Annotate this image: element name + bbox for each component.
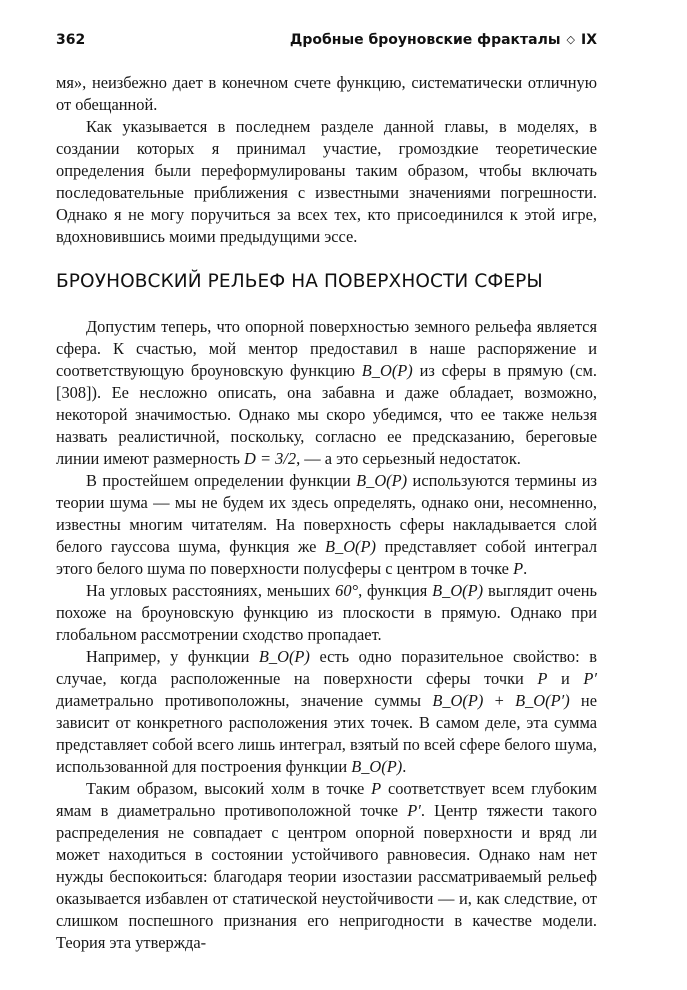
text-run: представляет собой интеграл этого белого шума по поверхности полусферы с центром в точке bbox=[56, 537, 597, 578]
text-run: соответствует всем глубоким ямам в диаметрально противоположной точке bbox=[56, 779, 597, 820]
paragraph: Как указывается в последнем разделе данной главы, в моделях, в создании которых я принимал участие, громоздкие теоретические определения были переформулированы таким образом, чтобы включать последовательные приближения с известными значениями погрешности. Однако я не могу поручиться за всех тех, кто присоединился к этой игре, вдохновившись моими предыдущими эссе. bbox=[56, 117, 597, 246]
chapter-heading bbox=[290, 32, 597, 48]
math-bo-p: B_O(P) bbox=[432, 691, 484, 710]
math-dimension: D = 3/2 bbox=[244, 449, 297, 468]
text-run: из сферы в прямую (см. [308]). Ее несложно описать, она забавна и даже обладает, возможно, некоторой значимостью. Однако мы скоро убедимся, что ее также нельзя назвать реалистичной, поскольку, согласно ее предсказанию, береговые линии имеют размерность bbox=[56, 361, 598, 468]
running-header bbox=[56, 32, 597, 48]
text-run: Таким образом, высокий холм в точке bbox=[86, 779, 372, 798]
text-run: диаметрально противоположны, значение суммы bbox=[56, 691, 433, 710]
text-run: . bbox=[402, 757, 407, 776]
math-point-p-prime: P′ bbox=[583, 669, 597, 688]
text-run: и bbox=[547, 669, 584, 688]
paragraph bbox=[56, 778, 597, 954]
paragraph bbox=[56, 646, 597, 778]
section-title: БРОУНОВСКИЙ РЕЛЬЕФ НА ПОВЕРХНОСТИ СФЕРЫ bbox=[56, 271, 543, 292]
page-body bbox=[56, 72, 597, 954]
math-bo-p-prime: B_O(P′) bbox=[515, 691, 570, 710]
paragraph bbox=[56, 580, 597, 646]
text-run: выглядит очень похоже на броуновскую функцию из плоскости в прямую. Однако при глобальном рассмотрении сходство пропадает. bbox=[56, 581, 597, 644]
text-run: В простейшем определении функции bbox=[86, 471, 357, 490]
page-number: 362 bbox=[56, 32, 86, 48]
paragraph bbox=[56, 470, 597, 580]
math-angle: 60° bbox=[335, 581, 359, 600]
math-bo-p: B_O(P) bbox=[325, 537, 376, 556]
chapter-number: IX bbox=[580, 32, 597, 48]
chapter-title: Дробные броуновские фракталы bbox=[289, 32, 561, 48]
math-point-p: P bbox=[371, 779, 382, 798]
text-run: На угловых расстояниях, меньших bbox=[86, 581, 336, 600]
text-run: Допустим теперь, что опорной поверхностью земного рельефа является сфера. К счастью, мой ментор предоставил в наше распоряжение и соответствующую броуновскую функцию bbox=[56, 317, 597, 380]
math-point-p: P bbox=[513, 559, 524, 578]
text-run: . Центр тяжести такого распределения не совпадает с центром опорной поверхности и вряд ли может находиться в состоянии устойчивого равновесия. Однако нам нет нужды беспокоиться: благодаря теории изостазии рассматриваемый рельеф оказывается избавлен от статической неустойчивости — и, как следствие, от слишком поспешного признания его непригодности в качестве модели. Теория эта утвержда- bbox=[56, 801, 597, 952]
text-run: не зависит от конкретного расположения этих точек. В самом деле, эта сумма представляет собой всего лишь интеграл, взятый по всей сфере белого шума, использованной для построения функции bbox=[56, 691, 597, 776]
math-bo-p: B_O(P) bbox=[361, 361, 413, 380]
diamond-icon: ◇ bbox=[566, 33, 575, 46]
text-run: используются термины из теории шума — мы не будем их здесь определять, однако они, несомненно, известны многим читателям. На поверхность сферы накладывается слой белого гауссова шума, функция же bbox=[56, 471, 597, 556]
paragraph: мя», неизбежно дает в конечном счете функцию, систематически отличную от обещанной. bbox=[56, 73, 597, 114]
math-point-p: P bbox=[537, 669, 548, 688]
text-run: Например, у функции bbox=[86, 647, 259, 666]
math-point-p-prime: P′ bbox=[407, 801, 421, 820]
text-run: , функция bbox=[358, 581, 433, 600]
text-run: есть одно поразительное свойство: в случае, когда расположенные на поверхности сферы точки bbox=[56, 647, 597, 688]
math-bo-p: B_O(P) bbox=[356, 471, 408, 490]
math-bo-p: B_O(P) bbox=[432, 581, 484, 600]
paragraph bbox=[56, 316, 597, 470]
text-run: + bbox=[483, 691, 516, 710]
text-run: . bbox=[523, 559, 528, 578]
text-run: , — а это серьезный недостаток. bbox=[296, 449, 521, 468]
math-bo-p: B_O(P) bbox=[351, 757, 403, 776]
math-bo-p: B_O(P) bbox=[258, 647, 310, 666]
